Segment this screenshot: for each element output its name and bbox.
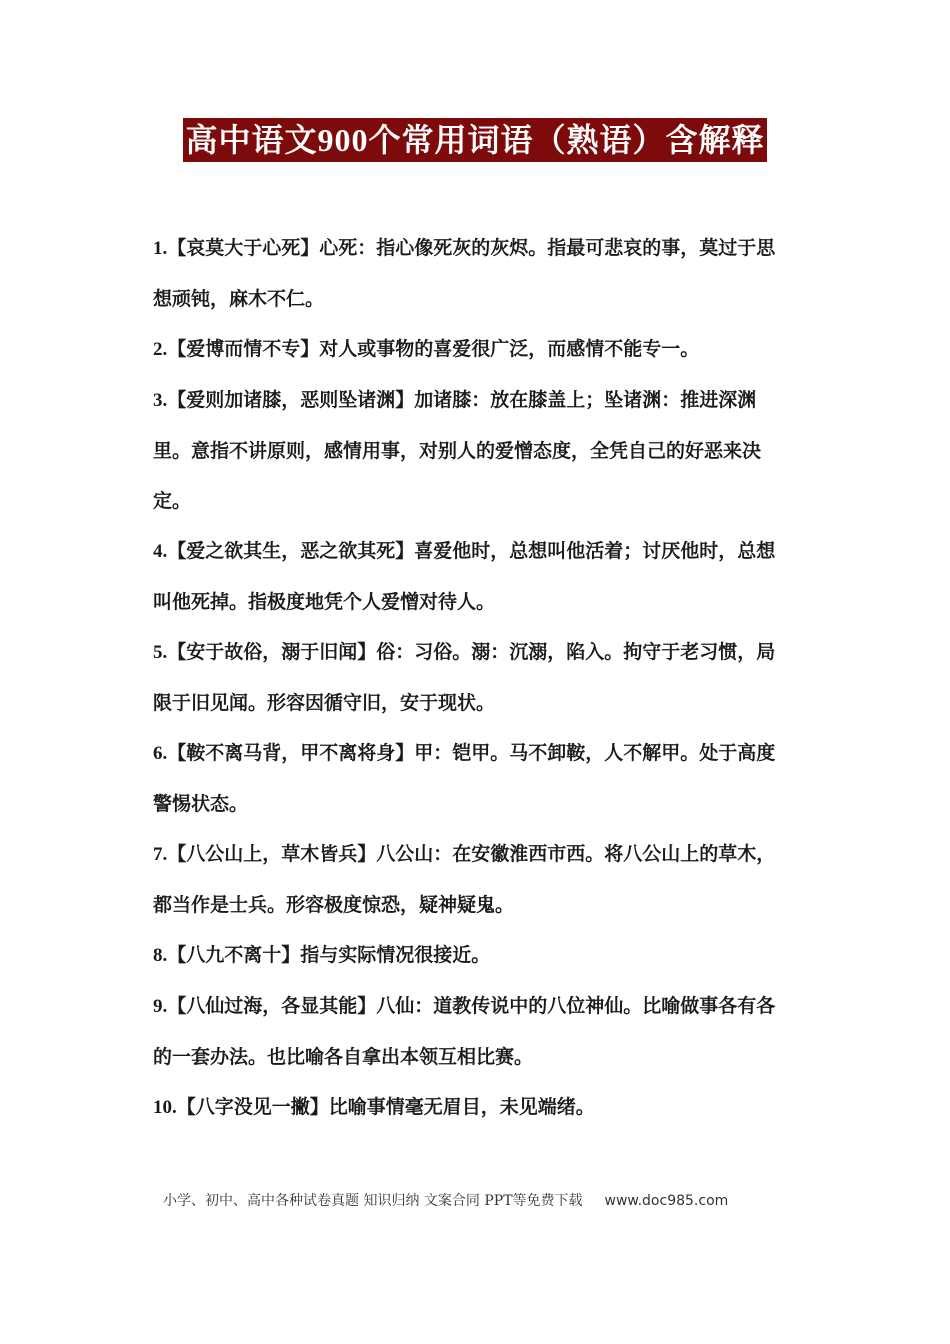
- entry-term: 【八公山上，草木皆兵】: [167, 843, 377, 865]
- entry-index: 5.: [153, 642, 168, 663]
- page-title: [183, 118, 766, 162]
- entry-term: 【八字没见一撇】: [176, 1096, 329, 1118]
- entry-text: 心死：指心像死灰的灰烬。指最可悲哀的事，莫过于思想顽钝，麻木不仁。: [153, 237, 776, 310]
- entry-text: 加诸膝：放在膝盖上；坠诸渊：推进深渊里。意指不讲原则，感情用事，对别人的爱憎态度，全凭自己的好恶来决定。: [153, 389, 762, 512]
- entry-index: 4.: [153, 541, 168, 562]
- entry-text: 八仙：道教传说中的八位神仙。比喻做事各有各的一套办法。也比喻各自拿出本领互相比赛。: [153, 995, 776, 1068]
- title-container: [0, 118, 950, 162]
- footer-site-link[interactable]: www.doc985.com: [604, 1193, 729, 1209]
- list-item: [153, 981, 793, 1082]
- title-part1: 高中语文: [185, 121, 318, 159]
- entry-list: [153, 223, 793, 1133]
- list-item: [153, 1082, 793, 1133]
- list-item: [153, 526, 793, 627]
- list-item: [153, 223, 793, 324]
- entry-text: 俗：习俗。溺：沉溺，陷入。拘守于老习惯，局限于旧见闻。形容因循守旧，安于现状。: [153, 641, 776, 714]
- entry-text: 八公山：在安徽淮西市西。将八公山上的草木，都当作是士兵。形容极度惊恐，疑神疑鬼。: [153, 843, 776, 916]
- footer-text: 小学、初中、高中各种试卷真题 知识归纳 文案合同 PPT等免费下载: [163, 1193, 583, 1209]
- entry-index: 2.: [153, 339, 168, 360]
- list-item: [153, 829, 793, 930]
- entry-index: 9.: [153, 996, 168, 1017]
- entry-term: 【八仙过海，各显其能】: [167, 995, 377, 1017]
- entry-text: 指与实际情况很接近。: [300, 944, 491, 966]
- entry-term: 【爱博而情不专】: [167, 338, 320, 360]
- entry-text: 喜爱他时，总想叫他活着；讨厌他时，总想叫他死掉。指极度地凭个人爱憎对待人。: [153, 540, 776, 613]
- title-part2: 个常用词语（熟语）含解释: [368, 121, 765, 159]
- list-item: [153, 627, 793, 728]
- entry-term: 【爱之欲其生，恶之欲其死】: [167, 540, 415, 562]
- title-number: 900: [317, 122, 369, 158]
- entry-index: 3.: [153, 390, 168, 411]
- entry-term: 【爱则加诸膝，恶则坠诸渊】: [167, 389, 415, 411]
- entry-index: 1.: [153, 238, 168, 259]
- list-item: [153, 375, 793, 526]
- page-footer: [163, 1190, 803, 1210]
- entry-term: 【八九不离十】: [167, 944, 301, 966]
- entry-index: 8.: [153, 945, 168, 966]
- list-item: [153, 930, 793, 981]
- entry-text: 对人或事物的喜爱很广泛，而感情不能专一。: [319, 338, 700, 360]
- entry-index: 7.: [153, 844, 168, 865]
- entry-text: 甲：铠甲。马不卸鞍，人不解甲。处于高度警惕状态。: [153, 742, 776, 815]
- entry-term: 【鞍不离马背，甲不离将身】: [167, 742, 415, 764]
- entry-term: 【哀莫大于心死】: [167, 237, 320, 259]
- entry-text: 比喻事情毫无眉目，未见端绪。: [328, 1096, 595, 1118]
- entry-index: 6.: [153, 743, 168, 764]
- list-item: [153, 324, 793, 375]
- entry-index: 10.: [153, 1097, 177, 1118]
- list-item: [153, 728, 793, 829]
- entry-term: 【安于故俗，溺于旧闻】: [167, 641, 377, 663]
